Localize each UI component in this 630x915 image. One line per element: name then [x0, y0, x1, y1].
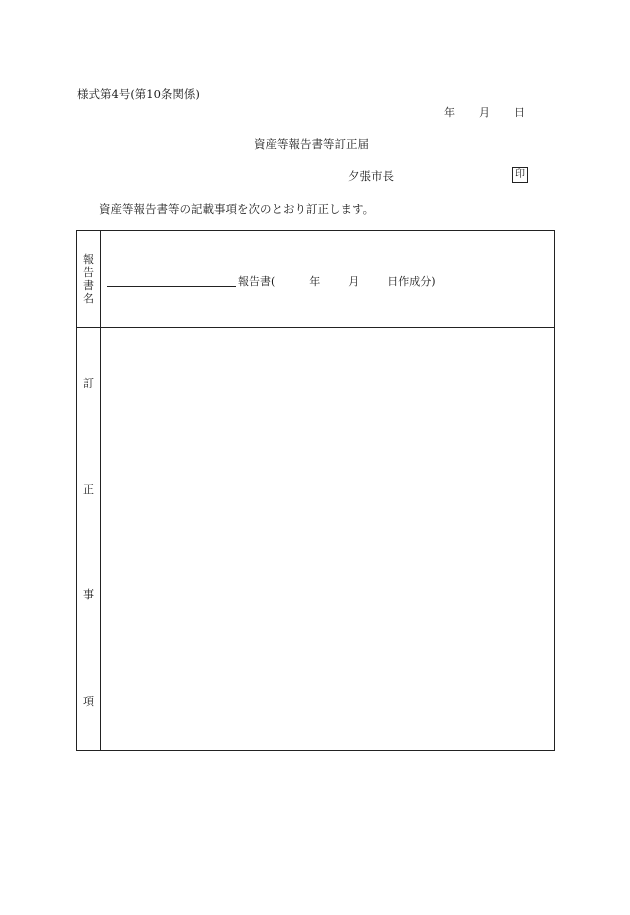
report-day-label: 日作成分)	[387, 275, 436, 288]
label-column-divider	[100, 231, 101, 750]
report-name-char: 告	[83, 266, 94, 279]
correction-form-table	[76, 230, 555, 751]
correction-label-char: 事	[83, 588, 94, 601]
correction-label-char: 正	[83, 483, 94, 496]
document-title: 資産等報告書等訂正届	[254, 137, 369, 151]
row-divider	[77, 327, 554, 328]
report-date-text	[238, 273, 436, 289]
report-name-char: 報	[83, 253, 94, 266]
form-number: 様式第4号(第10条関係)	[77, 87, 200, 101]
intro-text: 資産等報告書等の記載事項を次のとおり訂正します。	[99, 202, 375, 216]
correction-label-char: 訂	[83, 377, 94, 390]
report-prefix: 報告書(	[238, 275, 276, 288]
date-year-label: 年	[444, 106, 455, 119]
report-month-label: 月	[348, 275, 360, 288]
date-month-label: 月	[479, 106, 490, 119]
report-name-char: 名	[83, 292, 94, 305]
date-line	[444, 104, 525, 120]
report-year-label: 年	[309, 275, 321, 288]
report-name-label	[77, 253, 100, 305]
report-name-blank-line[interactable]	[107, 286, 236, 287]
report-name-char: 書	[83, 279, 94, 292]
seal-mark: 印	[512, 167, 528, 183]
date-day-label: 日	[514, 106, 525, 119]
addressee: 夕張市長	[348, 169, 394, 183]
correction-label-char: 項	[83, 695, 94, 708]
